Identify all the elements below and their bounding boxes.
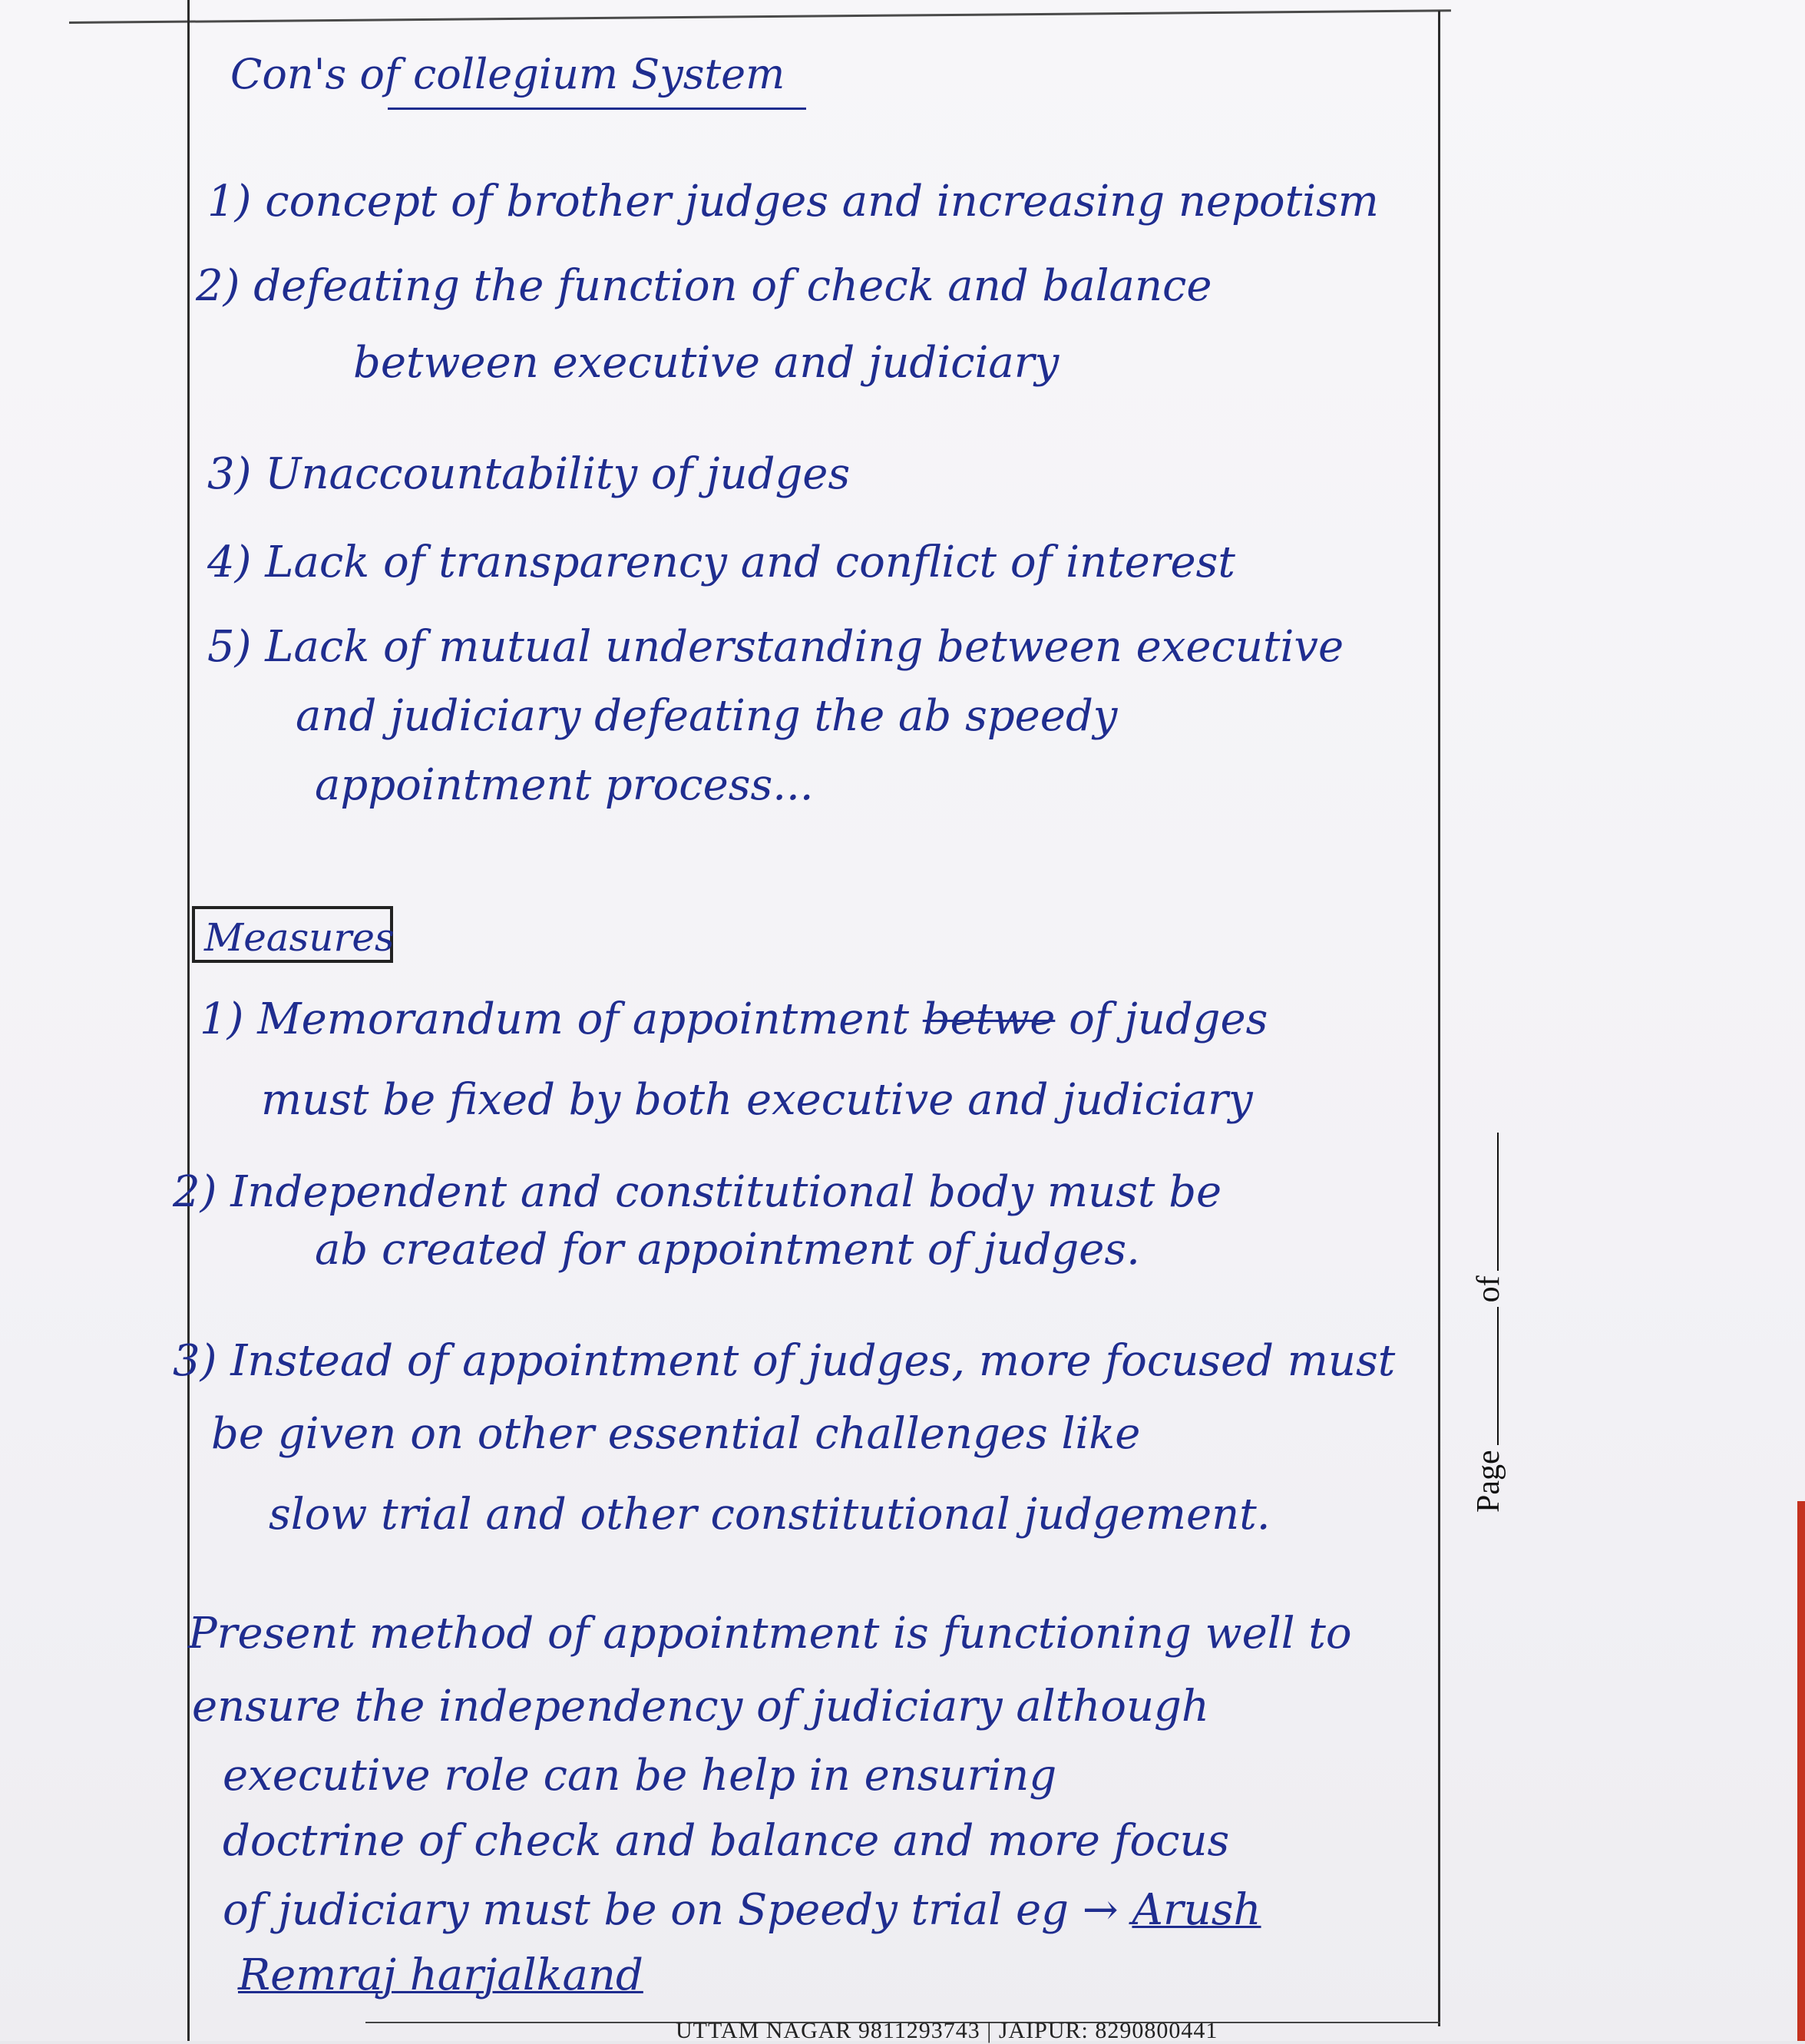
struck-word: betwe [922,994,1056,1044]
cons-item-1: 1) concept of brother judges and increasing nepotism [207,177,1379,227]
top-margin-line [69,9,1451,24]
measure-item-3-cont-2: slow trial and other constitutional judgement. [269,1490,1271,1540]
measure-item-1: 1) Memorandum of appointment betwe of judges [200,994,1268,1044]
left-margin-line [187,0,190,2041]
red-page-edge [1797,1501,1805,2041]
footer-contact: UTTAM NAGAR 9811293743 | JAIPUR: 8290800441 [676,2018,1218,2043]
cons-item-4: 4) Lack of transparency and conflict of interest [207,537,1235,587]
conclusion-line-2: ensure the independency of judiciary although [192,1682,1209,1731]
cons-item-2: 2) defeating the function of check and balance [196,261,1212,311]
example-name-a: Arush [1132,1885,1261,1935]
conclusion-line-4: doctrine of check and balance and more focus [223,1816,1230,1866]
cons-item-5: 5) Lack of mutual understanding between executive [207,622,1344,672]
right-margin-line [1438,11,1440,2026]
title-underline [388,107,806,110]
cons-item-5-cont-2: appointment process... [315,760,814,810]
conclusion-line-5: of judiciary must be on Speedy trial eg → Arush [223,1885,1261,1935]
page-title: Con's of collegium System [230,50,785,98]
measure-item-2-cont: ab created for appointment of judges. [315,1225,1140,1275]
measure-item-1-cont: must be fixed by both executive and judiciary [261,1075,1253,1125]
page-number-label: Pageof [1470,1052,1516,1513]
measure-item-3: 3) Instead of appointment of judges, more focused must [173,1336,1396,1386]
cons-item-5-cont-1: and judiciary defeating the ab speedy [296,691,1118,741]
measure-item-3-cont-1: be given on other essential challenges like [211,1409,1141,1459]
measures-heading: Measures [204,915,395,960]
conclusion-line-1: Present method of appointment is functioning well to [188,1609,1352,1659]
cons-item-3: 3) Unaccountability of judges [207,449,851,499]
measures-heading-box [192,906,393,963]
measure-item-2: 2) Independent and constitutional body must be [173,1167,1222,1217]
conclusion-line-3: executive role can be help in ensuring [223,1751,1057,1801]
example-name-b: Remraj harjalkand [238,1950,643,2000]
cons-item-2-cont: between executive and judiciary [353,338,1060,388]
